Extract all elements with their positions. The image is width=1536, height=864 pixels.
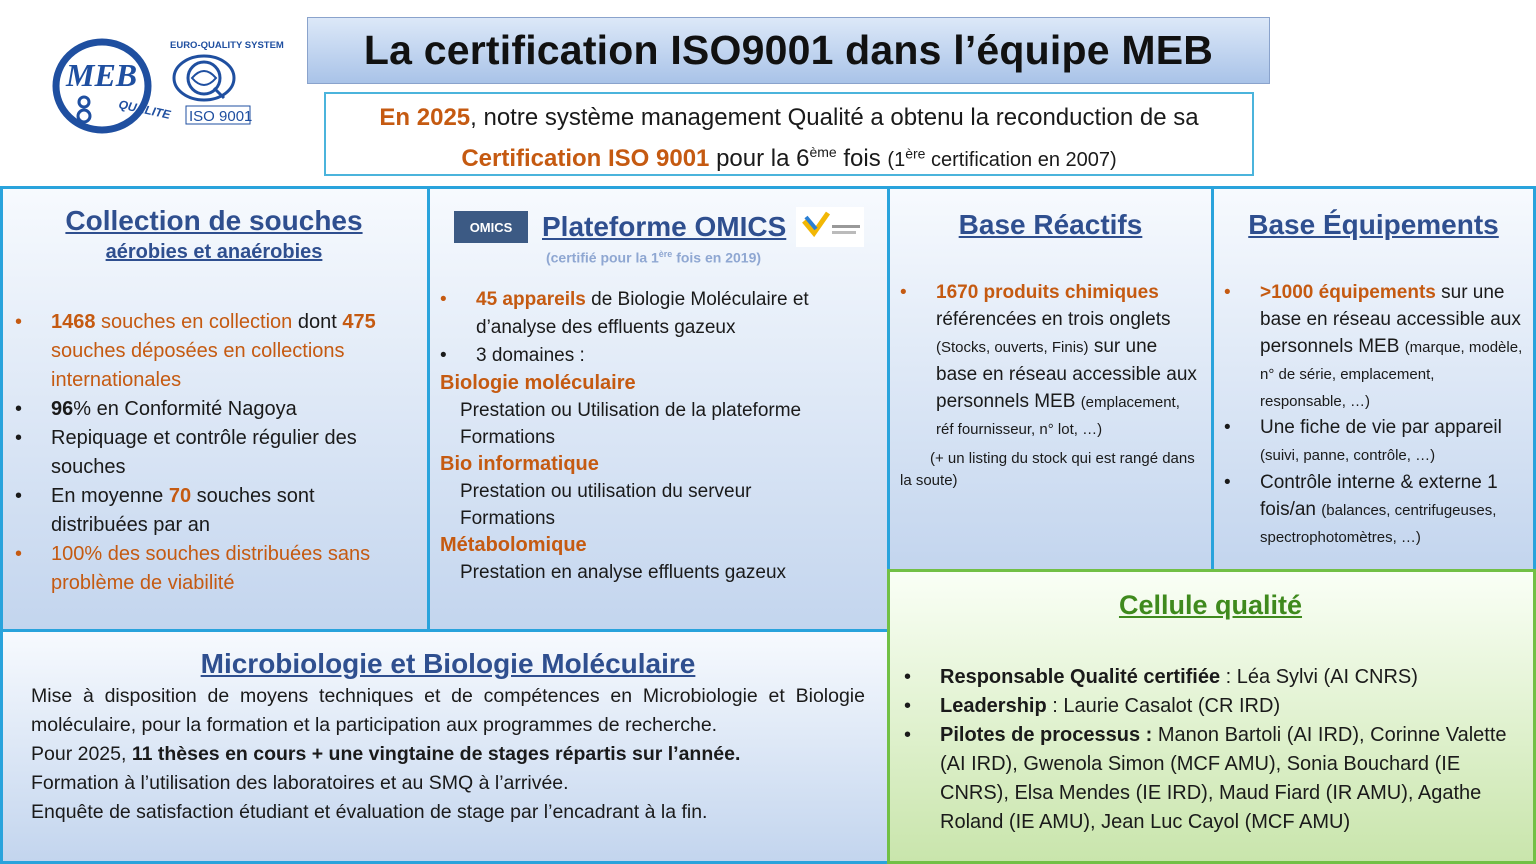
omics-panel — [427, 186, 890, 632]
collection-item-viabilite: • 100% des souches distribuées sans problème de viabilité — [15, 540, 413, 598]
microbio-title: Microbiologie et Biologie Moléculaire — [200, 648, 696, 679]
cellule-title: Cellule qualité — [1118, 590, 1303, 620]
collection-title: Collection de souches — [65, 205, 363, 236]
collection-item-repiquage: • Repiquage et contrôle régulier des souches — [15, 424, 413, 482]
omics-certified — [440, 249, 867, 266]
meb-quality-logo — [52, 36, 182, 136]
equipements-list — [1224, 279, 1523, 550]
omics-certified-a: (certifié pour la 1 — [545, 249, 659, 266]
microbio-p2-b: 11 thèses en cours + une vingtaine de stages répartis sur l’année. — [131, 743, 741, 765]
omics-certified-sup: ère — [658, 249, 673, 259]
produits-base: sur une base en réseau accessible aux personnels MEB — [936, 336, 1197, 412]
microbio-p2-a: Pour 2025, — [31, 743, 132, 765]
title-banner — [307, 17, 1270, 84]
subtitle-text-1: , notre système management Qualité a obtenu la reconduction de sa — [470, 104, 1199, 131]
produits-text: référencées en trois onglets — [936, 309, 1171, 330]
checkmark-icon — [796, 207, 864, 247]
leadership-name: : Laurie Casalot (CR IRD) — [1046, 695, 1281, 717]
omics-partner-logo — [796, 207, 864, 247]
subtitle-text-3: fois — [836, 145, 888, 172]
collection-item-souches — [15, 308, 413, 395]
omics-badge-logo — [454, 211, 528, 243]
collection-panel — [0, 186, 430, 632]
leadership-label: Leadership — [940, 695, 1047, 717]
subtitle-sup-1: ème — [809, 144, 837, 160]
distribution-text-a: En moyenne — [51, 485, 169, 507]
equipements-item-count — [1224, 279, 1523, 414]
controle-text: Contrôle interne & externe 1 fois/an — [1260, 472, 1498, 520]
produits-count: 1670 produits chimiques — [936, 282, 1159, 303]
cellule-item-responsable — [904, 663, 1517, 692]
subtitle-paren — [887, 145, 1117, 171]
domain-metabo-line-1: Prestation en analyse effluents gazeux — [460, 561, 787, 583]
domain-bioinfo-line-2: Formations — [460, 507, 556, 529]
omics-header — [440, 207, 877, 247]
responsable-label: Responsable Qualité certifiée — [940, 666, 1221, 688]
cellule-item-leadership — [904, 692, 1517, 721]
iso-logo-label: ISO 9001 — [189, 108, 253, 125]
produits-onglets: (Stocks, ouverts, Finis) — [936, 339, 1089, 356]
qualite-logo-text: QUALITE — [117, 97, 172, 122]
souches-text: souches en collection — [95, 311, 298, 333]
cellule-item-pilotes — [904, 721, 1517, 837]
omics-item-appareils — [440, 286, 877, 342]
produits-details: (emplacement, réf fournisseur, n° lot, …) — [936, 394, 1180, 438]
subtitle-year: En 2025 — [379, 104, 471, 131]
collection-subtitle: aérobies et anaérobies — [105, 241, 323, 263]
microbio-panel — [0, 629, 890, 864]
cellule-qualite-panel — [887, 569, 1536, 864]
domain-bioinfo-title: Bio informatique — [440, 452, 599, 475]
euro-quality-text: EURO-QUALITY SYSTEM — [170, 40, 284, 51]
responsable-name: : Léa Sylvi (AI CNRS) — [1220, 666, 1418, 688]
deposited-count: 475 — [342, 311, 376, 333]
fiche-text: Une fiche de vie par appareil — [1260, 417, 1502, 438]
microbio-paragraph-3: Formation à l’utilisation des laboratoires et au SMQ à l’arrivée. — [31, 772, 569, 794]
distribution-text-b: souches sont distribuées par an — [51, 485, 315, 536]
appareils-count: 45 appareils — [476, 288, 586, 310]
microbio-paragraph-1: Mise à disposition de moyens techniques et de compétences en Microbiologie et Biologie moléculaire, pour la formation et la participation aux programmes de recherche. — [31, 685, 865, 736]
omics-badge-text: OMICS — [469, 219, 513, 235]
collection-list — [15, 308, 413, 598]
subtitle-line-2 — [326, 135, 1252, 177]
iso-9001-logo — [168, 38, 284, 130]
domain-biomol-line-1: Prestation ou Utilisation de la plateforme — [460, 399, 802, 421]
subtitle-sup-2: ère — [905, 145, 926, 162]
souches-dont: dont — [297, 311, 343, 333]
page-title: La certification ISO9001 dans l’équipe MEB — [363, 27, 1214, 73]
subtitle-paren-open: (1 — [887, 149, 906, 171]
pilotes-names: Manon Bartoli (AI IRD), Corinne Valette (AI IRD), Gwenola Simon (MCF AMU), Sonia Bouchard (IE CNRS), Elsa Mendes (IE IRD), Maud Fiard (IR AMU), Agathe Roland (IE AMU), Jean Luc Cayol (MCF AMU) — [940, 724, 1507, 833]
reactifs-title: Base Réactifs — [958, 209, 1143, 240]
reactifs-list — [900, 279, 1201, 442]
subtitle-line-1 — [326, 101, 1252, 135]
subtitle-cert: Certification ISO 9001 — [461, 145, 710, 172]
reactifs-panel — [887, 186, 1214, 572]
microbio-paragraph-2 — [31, 740, 865, 769]
reactifs-item-produits — [900, 279, 1201, 442]
deposited-text: souches déposées en collections internationales — [51, 340, 345, 391]
equipements-item-controle — [1224, 469, 1523, 550]
microbio-text — [31, 682, 865, 827]
domain-bioinfo-line-1: Prestation ou utilisation du serveur — [460, 480, 752, 502]
omics-item-domaines: • 3 domaines : — [440, 342, 877, 370]
domain-biomol-line-2: Formations — [460, 426, 556, 448]
omics-list — [440, 286, 877, 370]
equipements-panel — [1211, 186, 1536, 572]
subtitle-text-2: pour la 6 — [709, 145, 810, 172]
reactifs-note: (+ un listing du stock qui est rangé dans la soute) — [900, 450, 1195, 489]
souches-count: 1468 — [51, 311, 96, 333]
omics-certified-b: fois en 2019) — [672, 249, 762, 266]
cellule-list — [904, 663, 1517, 837]
subtitle-box — [324, 92, 1254, 176]
microbio-paragraph-4: Enquête de satisfaction étudiant et évaluation de stage par l’encadrant à la fin. — [31, 801, 708, 823]
omics-domains — [440, 370, 877, 586]
equipements-item-fiche — [1224, 414, 1523, 469]
domain-metabo-title: Métabolomique — [440, 533, 587, 556]
pilotes-label: Pilotes de processus : — [940, 724, 1153, 746]
collection-item-nagoya — [15, 395, 413, 424]
fiche-details: (suivi, panne, contrôle, …) — [1260, 447, 1436, 464]
nagoya-percent: 96 — [51, 398, 74, 420]
collection-item-distribution — [15, 482, 413, 540]
distribution-count: 70 — [168, 485, 192, 507]
equipements-text: sur une base en réseau accessible aux personnels MEB — [1260, 282, 1521, 357]
meb-logo-text: MEB — [66, 57, 138, 93]
domain-biomol-title: Biologie moléculaire — [440, 371, 636, 394]
nagoya-text: % en Conformité Nagoya — [73, 398, 297, 420]
subtitle-paren-close: certification en 2007) — [925, 149, 1117, 171]
equipements-count: >1000 équipements — [1260, 282, 1436, 303]
equipements-details: (marque, modèle, n° de série, emplacement, responsable, …) — [1260, 339, 1523, 410]
equipements-title: Base Équipements — [1248, 209, 1499, 240]
omics-title: Plateforme OMICS — [542, 211, 787, 242]
controle-details: (balances, centrifugeuses, spectrophotomètres, …) — [1260, 502, 1497, 546]
appareils-text: de Biologie Moléculaire et d’analyse des effluents gazeux — [476, 288, 809, 338]
